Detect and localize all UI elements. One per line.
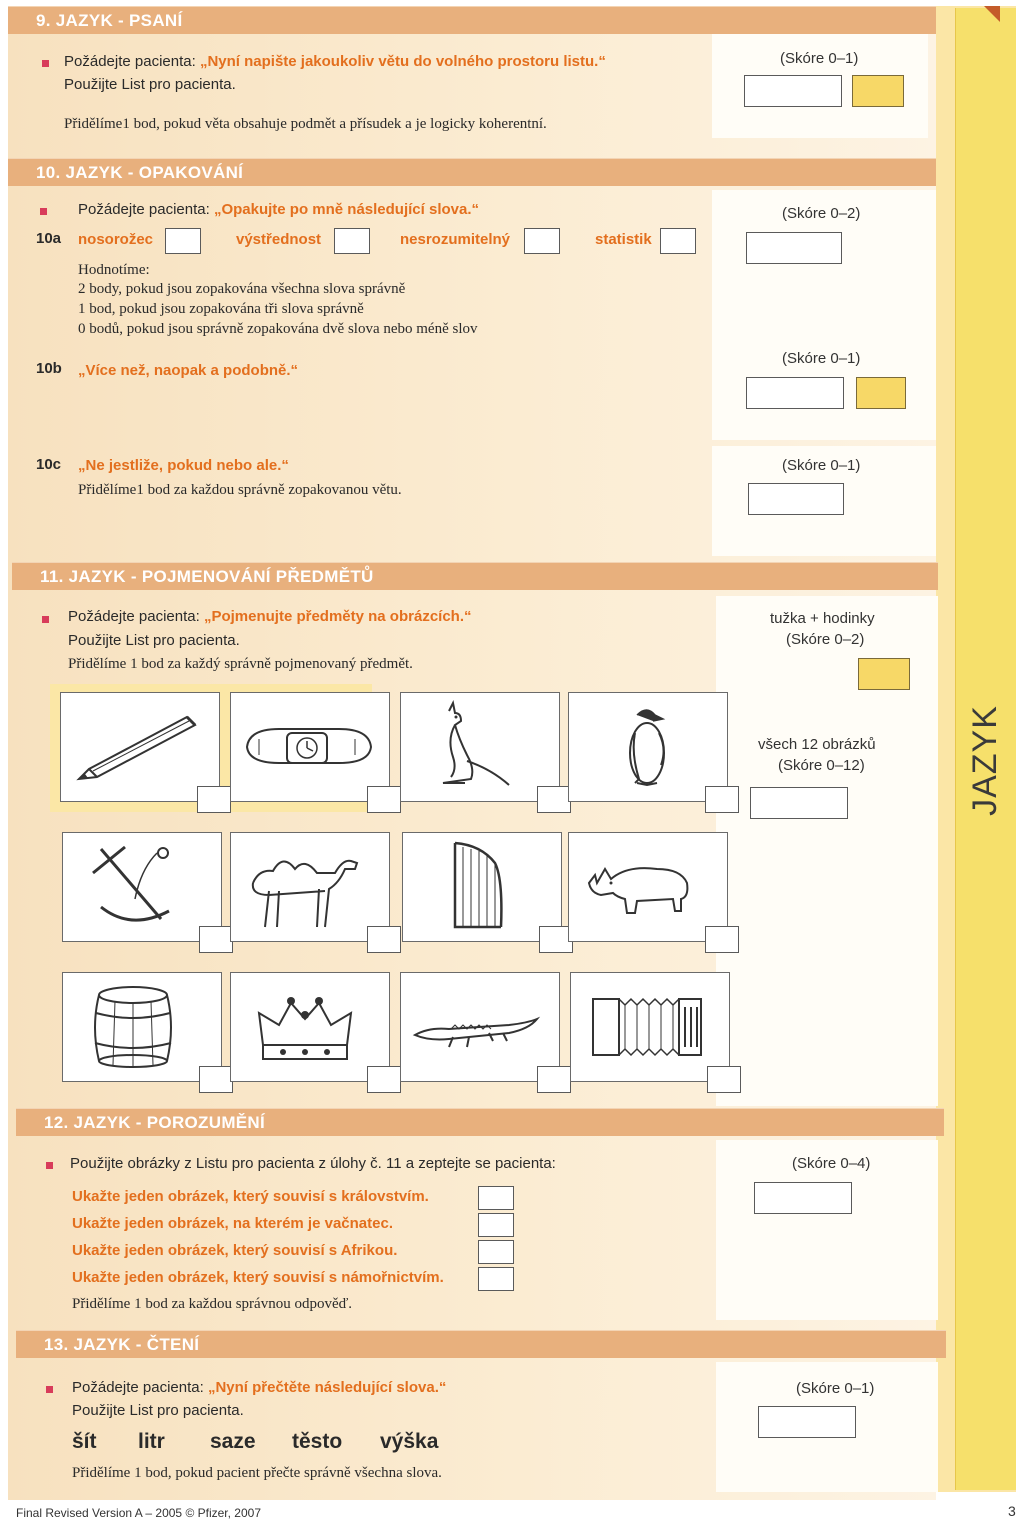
picture-checkbox[interactable] (197, 786, 231, 813)
picture-kangaroo (400, 692, 560, 802)
score-box-9[interactable] (744, 75, 842, 107)
picture-checkbox[interactable] (367, 786, 401, 813)
bullet-icon (46, 1162, 53, 1169)
question-4: Ukažte jeden obrázek, který souvisí s námořnictvím. (72, 1269, 444, 1286)
section-12-score: (Skóre 0–4) (792, 1155, 871, 1172)
picture-barrel (62, 972, 222, 1082)
picture-watch (230, 692, 390, 802)
score-box-9-yellow[interactable] (852, 75, 904, 107)
picture-rhinoceros (568, 832, 728, 942)
anchor-icon (71, 839, 211, 929)
picture-checkbox[interactable] (367, 1066, 401, 1093)
section-10-instruction: Požádejte pacienta: „Opakujte po mně následující slova.“ (78, 201, 480, 218)
rating-line: 0 bodů, pokud jsou správně zopakována dvě slova nebo méně slov (78, 321, 478, 337)
section-9-header: 9. JAZYK - PSANÍ (8, 6, 936, 34)
picture-checkbox[interactable] (537, 786, 571, 813)
phrase-10c: „Ne jestliže, pokud nebo ale.“ (78, 457, 289, 474)
section-10b-score: (Skóre 0–1) (782, 350, 861, 367)
score-box-13[interactable] (758, 1406, 856, 1438)
score-box-11a-yellow[interactable] (858, 658, 910, 690)
picture-checkbox[interactable] (707, 1066, 741, 1093)
checkbox-word-2[interactable] (334, 228, 370, 254)
section-12-scoring: Přidělíme 1 bod za každou správnou odpověď. (72, 1296, 353, 1312)
word-3: nesrozumitelný (400, 231, 511, 248)
checkbox-question-2[interactable] (478, 1213, 514, 1237)
reading-word: výška (380, 1430, 439, 1453)
checkbox-word-3[interactable] (524, 228, 560, 254)
note-pencil-watch: tužka + hodinky (770, 610, 875, 627)
picture-camel (230, 832, 390, 942)
bullet-icon (42, 60, 49, 67)
section-9-scoring: Přidělíme1 bod, pokud věta obsahuje podmět a přísudek a je logicky koherentní. (64, 116, 547, 132)
rhinoceros-icon (577, 839, 717, 929)
picture-harp (402, 832, 562, 942)
section-12-instruction: Použijte obrázky z Listu pro pacienta z úlohy č. 11 a zeptejte se pacienta: (70, 1155, 556, 1172)
question-2: Ukažte jeden obrázek, na kterém je vačnatec. (72, 1215, 393, 1232)
page-number: 3 (1008, 1503, 1016, 1519)
camel-icon (239, 839, 379, 929)
reading-word: litr (138, 1430, 165, 1453)
penguin-icon (577, 699, 717, 789)
label-10a: 10a (36, 230, 62, 247)
barrel-icon (71, 979, 211, 1069)
section-tab-label: JAZYK (965, 704, 1004, 816)
watch-icon (239, 699, 379, 789)
picture-penguin (568, 692, 728, 802)
score-box-12[interactable] (754, 1182, 852, 1214)
section-10-header: 10. JAZYK - OPAKOVÁNÍ (8, 158, 936, 186)
label-10c: 10c (36, 456, 62, 473)
checkbox-word-1[interactable] (165, 228, 201, 254)
crown-icon (239, 979, 379, 1069)
crocodile-icon (409, 979, 549, 1069)
bullet-icon (46, 1386, 53, 1393)
checkbox-question-4[interactable] (478, 1267, 514, 1291)
picture-checkbox[interactable] (705, 786, 739, 813)
picture-crown (230, 972, 390, 1082)
question-1: Ukažte jeden obrázek, který souvisí s královstvím. (72, 1188, 429, 1205)
picture-accordion (570, 972, 730, 1082)
kangaroo-icon (409, 699, 549, 789)
picture-anchor (62, 832, 222, 942)
section-10a-score: (Skóre 0–2) (782, 205, 861, 222)
note-score-0-2: (Skóre 0–2) (786, 631, 865, 648)
rating-line: 2 body, pokud jsou zopakována všechna slova správně (78, 281, 406, 297)
section-9-score: (Skóre 0–1) (780, 50, 859, 67)
pencil-icon (69, 699, 209, 789)
section-11-instruction: Požádejte pacienta: „Pojmenujte předměty na obrázcích.“ (68, 608, 472, 625)
checkbox-word-4[interactable] (660, 228, 696, 254)
picture-checkbox[interactable] (705, 926, 739, 953)
picture-checkbox[interactable] (199, 1066, 233, 1093)
checkbox-question-3[interactable] (478, 1240, 514, 1264)
footer-version: Final Revised Version A – 2005 © Pfizer, 2007 (16, 1506, 261, 1520)
harp-icon (411, 839, 551, 929)
picture-checkbox[interactable] (537, 1066, 571, 1093)
section-9-use-sheet: Použijte List pro pacienta. (64, 76, 236, 93)
phrase-10b: „Více než, naopak a podobně.“ (78, 362, 299, 379)
picture-checkbox[interactable] (367, 926, 401, 953)
score-box-10c[interactable] (748, 483, 844, 515)
section-13-instruction: Požádejte pacienta: „Nyní přečtěte následující slova.“ (72, 1379, 447, 1396)
section-13-header: 13. JAZYK - ČTENÍ (16, 1330, 946, 1358)
bullet-icon (40, 208, 47, 215)
picture-checkbox[interactable] (199, 926, 233, 953)
reading-word: šít (72, 1430, 97, 1453)
section-12-header: 12. JAZYK - POROZUMĚNÍ (16, 1108, 944, 1136)
rating-line: 1 bod, pokud jsou zopakována tři slova správně (78, 301, 364, 317)
word-4: statistik (595, 231, 652, 248)
section-9-instruction: Požádejte pacienta: „Nyní napište jakoukoliv větu do volného prostoru listu.“ (64, 53, 606, 70)
picture-crocodile (400, 972, 560, 1082)
note-score-0-12: (Skóre 0–12) (778, 757, 865, 774)
scoring-10c: Přidělíme1 bod za každou správně zopakovanou větu. (78, 482, 402, 498)
question-3: Ukažte jeden obrázek, který souvisí s Afrikou. (72, 1242, 398, 1259)
corner-mark (984, 6, 1000, 22)
word-2: výstřednost (236, 231, 322, 248)
section-13-scoring: Přidělíme 1 bod, pokud pacient přečte správně všechna slova. (72, 1465, 442, 1481)
word-1: nosorožec (78, 231, 154, 248)
reading-word: saze (210, 1430, 256, 1453)
score-box-10a[interactable] (746, 232, 842, 264)
section-10c-score: (Skóre 0–1) (782, 457, 861, 474)
rating-title: Hodnotíme: (78, 262, 150, 278)
note-all-12: všech 12 obrázků (758, 736, 876, 753)
reading-word: těsto (292, 1430, 343, 1453)
score-box-10b[interactable] (746, 377, 844, 409)
section-13-use-sheet: Použijte List pro pacienta. (72, 1402, 244, 1419)
checkbox-question-1[interactable] (478, 1186, 514, 1210)
bullet-icon (42, 616, 49, 623)
section-11-scoring: Přidělíme 1 bod za každý správně pojmenovaný předmět. (68, 656, 413, 672)
section-11-use-sheet: Použijte List pro pacienta. (68, 632, 240, 649)
section-11-header: 11. JAZYK - POJMENOVÁNÍ PŘEDMĚTŮ (12, 562, 938, 590)
accordion-icon (579, 979, 719, 1069)
score-box-10b-yellow[interactable] (856, 377, 906, 409)
picture-pencil (60, 692, 220, 802)
score-box-11b[interactable] (750, 787, 848, 819)
section-13-score: (Skóre 0–1) (796, 1380, 875, 1397)
label-10b: 10b (36, 360, 62, 377)
